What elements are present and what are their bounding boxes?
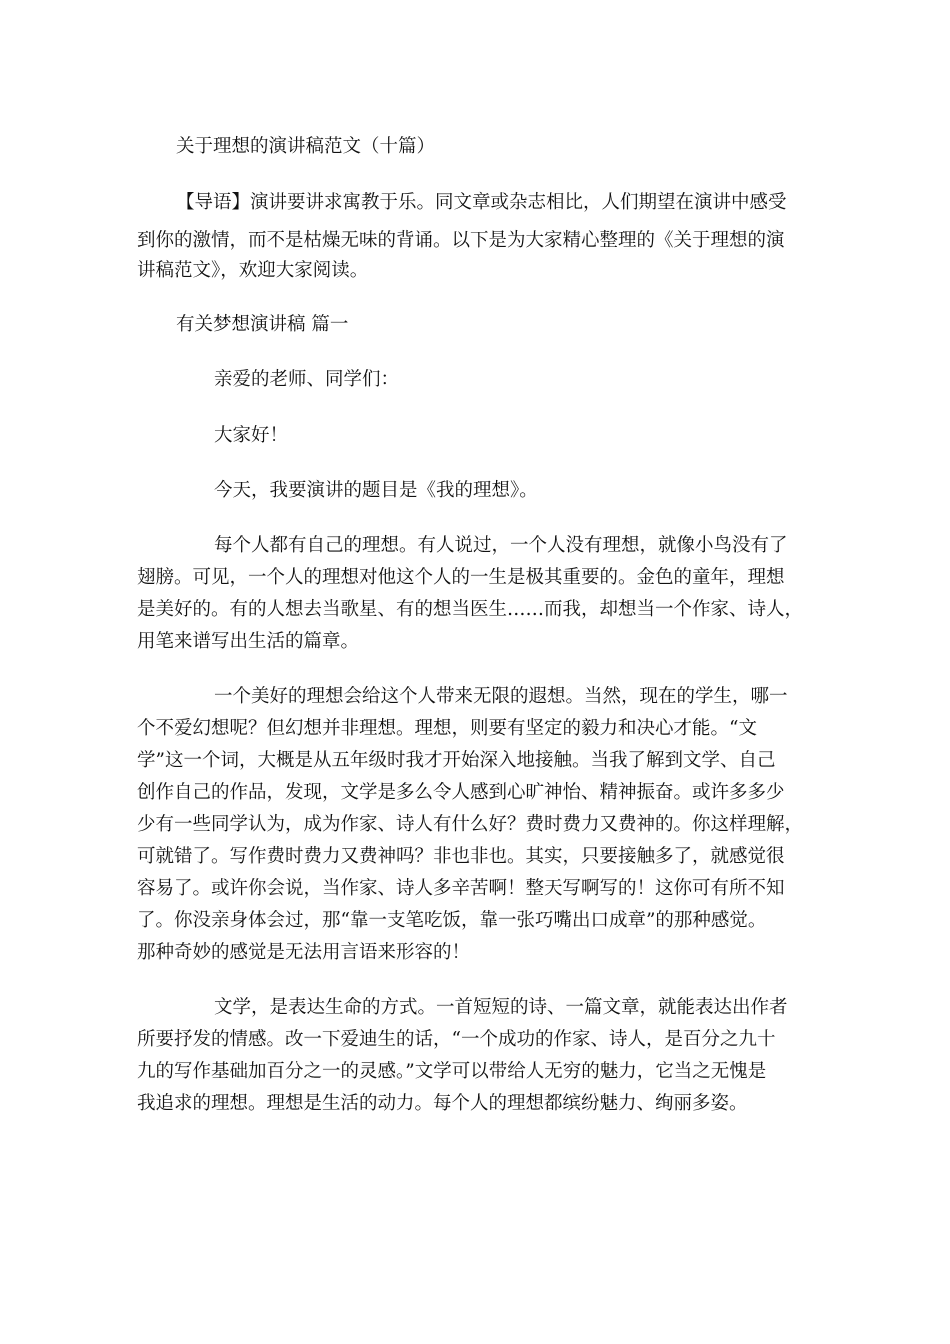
paragraph-2-line-5: 少有一些同学认为，成为作家、诗人有什么好？费时费力又费神的。你这样理解， — [137, 814, 804, 835]
intro-line-2: 到你的激情，而不是枯燥无味的背诵。以下是为大家精心整理的《关于理想的演 — [137, 230, 785, 251]
paragraph-2-line-1: 一个美好的理想会给这个人带来无限的遐想。当然，现在的学生，哪一 — [214, 686, 788, 707]
greeting: 大家好！ — [214, 425, 289, 446]
salutation: 亲爱的老师、同学们： — [214, 369, 400, 390]
paragraph-3-line-3: 九的写作基础加百分之一的灵感。”文学可以带给人无穷的魅力，它当之无愧是 — [137, 1061, 767, 1082]
paragraph-2-line-4: 创作自己的作品，发现，文学是多么令人感到心旷神怡、精神振奋。或许多多少 — [137, 782, 785, 803]
paragraph-3-line-1: 文学，是表达生命的方式。一首短短的诗、一篇文章，就能表达出作者 — [214, 997, 788, 1018]
paragraph-2-line-3: 学”这一个词，大概是从五年级时我才开始深入地接触。当我了解到文学、自己 — [137, 750, 776, 771]
paragraph-2-line-7: 容易了。或许你会说，当作家、诗人多辛苦啊！整天写啊写的！这你可有所不知 — [137, 878, 785, 899]
paragraph-3-line-4: 我追求的理想。理想是生活的动力。每个人的理想都缤纷魅力、绚丽多姿。 — [137, 1093, 748, 1114]
paragraph-1-line-4: 用笔来谱写出生活的篇章。 — [137, 631, 360, 652]
paragraph-1-line-3: 是美好的。有的人想去当歌星、有的想当医生……而我，却想当一个作家、诗人， — [137, 599, 804, 620]
document-title: 关于理想的演讲稿范文（十篇） — [176, 136, 436, 157]
paragraph-3-line-2: 所要抒发的情感。改一下爱迪生的话，“一个成功的作家、诗人，是百分之九十 — [137, 1029, 776, 1050]
paragraph-1-line-1: 每个人都有自己的理想。有人说过，一个人没有理想，就像小鸟没有了 — [214, 535, 788, 556]
paragraph-2-line-8: 了。你没亲身体会过，那“靠一支笔吃饭，靠一张巧嘴出口成章”的那种感觉。 — [137, 910, 767, 931]
paragraph-1-line-2: 翅膀。可见，一个人的理想对他这个人的一生是极其重要的。金色的童年，理想 — [137, 567, 785, 588]
paragraph-2-line-2: 个不爱幻想呢？但幻想并非理想。理想，则要有坚定的毅力和决心才能。“文 — [137, 718, 757, 739]
paragraph-2-line-6: 可就错了。写作费时费力又费神吗？非也非也。其实，只要接触多了，就感觉很 — [137, 846, 785, 867]
paragraph-2-line-9: 那种奇妙的感觉是无法用言语来形容的！ — [137, 942, 471, 963]
topic-line: 今天，我要演讲的题目是《我的理想》。 — [214, 480, 538, 501]
section-heading: 有关梦想演讲稿 篇一 — [176, 314, 349, 335]
intro-line-1: 【导语】演讲要讲求寓教于乐。同文章或杂志相比，人们期望在演讲中感受 — [176, 192, 787, 213]
intro-line-3: 讲稿范文》，欢迎大家阅读。 — [137, 260, 369, 281]
